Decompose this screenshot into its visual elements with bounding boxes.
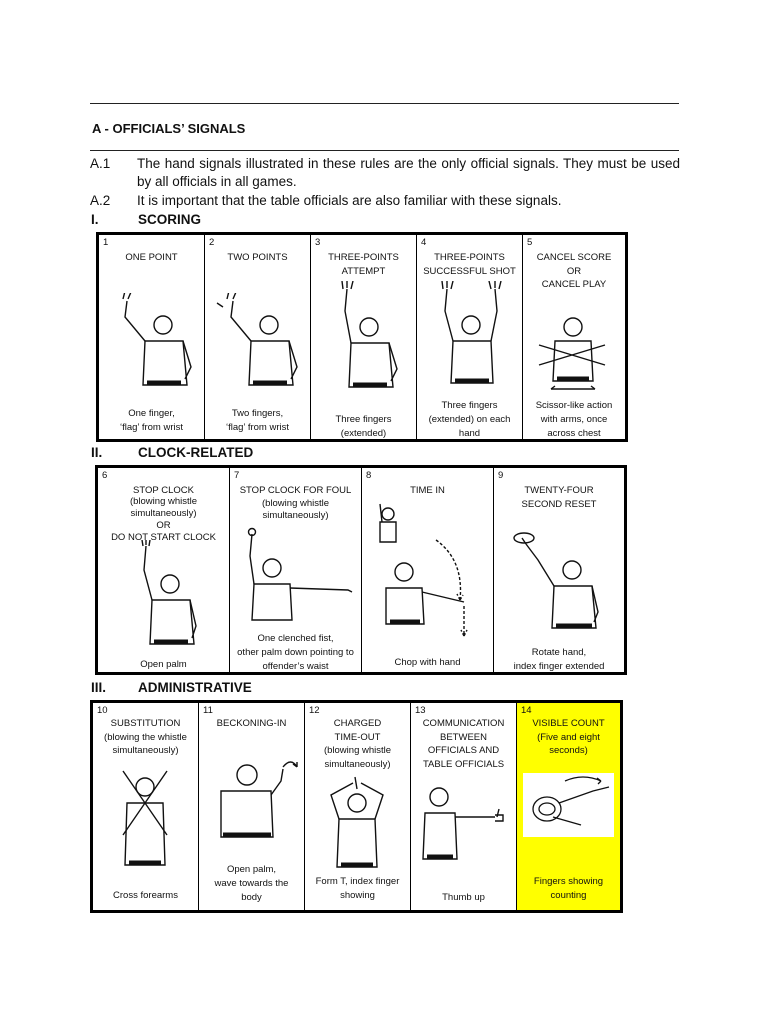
paragraph-text: It is important that the table officials are also familiar with these signals. [137, 193, 562, 208]
group-numeral: I. [91, 212, 99, 227]
cancel-score-figure [525, 315, 623, 395]
signals-panel-clock-related [95, 465, 627, 675]
signal-title: THREE-POINTS SUCCESSFUL SHOT [423, 252, 516, 277]
signal-subtitle: (blowing whistle simultaneously) OR DO NOT START CLOCK [111, 496, 216, 543]
signal-number: 4 [421, 237, 427, 248]
paragraph-number: A.2 [90, 193, 111, 208]
signal-title: VISIBLE COUNT (Five and eight seconds) [532, 718, 605, 756]
signal-card [98, 468, 230, 672]
signal-caption: Scissor-like action with arms, once across chest [535, 400, 613, 439]
signal-title: BECKONING-IN [216, 718, 287, 729]
signals-panel-administrative [90, 700, 623, 913]
signal-card [93, 703, 199, 910]
visible-count-figure [523, 773, 614, 837]
paragraph-text: The hand signals illustrated in these rules are the only official signals. They must be used by all officials in all games. [137, 156, 680, 189]
signal-caption: Fingers showing counting [533, 876, 604, 901]
paragraph-a1 [90, 155, 680, 191]
signals-panel-scoring [96, 232, 628, 442]
signal-caption: Cross forearms [113, 890, 178, 901]
signal-caption: Open palm, wave towards the body [214, 864, 289, 903]
heading-rule [90, 150, 679, 151]
signal-title: STOP CLOCK FOR FOUL [239, 485, 352, 496]
communication-figure [413, 785, 513, 875]
signal-number: 11 [203, 705, 213, 716]
group-title: SCORING [138, 212, 202, 227]
three-points-attempt-figure [313, 281, 413, 401]
signal-card [417, 235, 523, 439]
signal-card [230, 468, 362, 672]
one-point-figure [101, 293, 201, 403]
signal-title: TWENTY-FOUR SECOND RESET [521, 485, 597, 510]
group-title: ADMINISTRATIVE [138, 680, 252, 695]
signal-title: COMMUNICATION BETWEEN OFFICIALS AND TABLE OFFICIALS [422, 718, 505, 770]
signal-number: 13 [415, 705, 426, 716]
signal-card [311, 235, 417, 439]
signal-number: 5 [527, 237, 533, 248]
signal-number: 6 [102, 470, 108, 481]
signal-title: CHARGED TIME-OUT (blowing whistle simultaneously) [323, 718, 392, 770]
group-numeral: III. [91, 680, 107, 695]
signal-caption: One clenched fist, other palm down pointing to offender’s waist [237, 633, 354, 672]
signal-card [494, 468, 624, 672]
signal-card [362, 468, 494, 672]
signal-caption: Open palm [140, 659, 187, 670]
time-in-figure [364, 500, 490, 650]
signal-title: TWO POINTS [227, 252, 288, 263]
signal-caption: Chop with hand [394, 657, 461, 668]
paragraph-number: A.1 [90, 156, 111, 171]
group-heading-clock-related [91, 445, 253, 460]
signal-caption: One finger, ‘flag’ from wrist [120, 408, 183, 433]
group-numeral: II. [91, 445, 103, 460]
signal-number: 10 [97, 705, 108, 716]
signal-caption: Two fingers, ‘flag’ from wrist [226, 408, 289, 433]
signal-title: SUBSTITUTION (blowing the whistle simultaneously) [104, 718, 187, 756]
signal-card [205, 235, 311, 439]
signal-number: 12 [309, 705, 320, 716]
signal-caption: Form T, index finger showing [315, 876, 400, 901]
charged-timeout-figure [307, 775, 407, 875]
signal-title: CANCEL SCORE OR CANCEL PLAY [536, 252, 612, 290]
signal-number: 2 [209, 237, 215, 248]
signal-card [411, 703, 517, 910]
stop-clock-foul-figure [232, 524, 358, 624]
substitution-figure [95, 765, 195, 875]
group-title: CLOCK-RELATED [138, 445, 254, 460]
signal-subtitle: (blowing whistle simultaneously) [261, 498, 330, 521]
signal-card-highlighted [517, 703, 620, 910]
signal-caption: Thumb up [442, 892, 485, 903]
stop-clock-figure [114, 540, 214, 654]
signal-caption: Three fingers (extended) [335, 414, 392, 439]
top-rule [90, 103, 679, 104]
three-points-successful-figure [419, 281, 519, 393]
signal-number: 7 [234, 470, 240, 481]
signal-title: THREE-POINTS ATTEMPT [328, 252, 399, 277]
signal-caption: Three fingers (extended) on each hand [428, 400, 511, 439]
signal-card [305, 703, 411, 910]
signal-card [523, 235, 625, 439]
signal-title: TIME IN [410, 485, 445, 496]
signal-number: 1 [103, 237, 109, 248]
signal-number: 9 [498, 470, 504, 481]
paragraph-a2 [90, 192, 680, 210]
signal-number: 8 [366, 470, 372, 481]
signal-caption: Rotate hand, index finger extended [513, 647, 605, 672]
group-heading-administrative [91, 680, 252, 695]
visible-count-image-box [523, 773, 614, 837]
signal-title: ONE POINT [125, 252, 178, 263]
beckoning-in-figure [201, 751, 301, 851]
section-title: A - OFFICIALS’ SIGNALS [92, 121, 246, 136]
twenty-four-reset-figure [498, 524, 618, 634]
signal-card [199, 703, 305, 910]
signal-title: STOP CLOCK [133, 485, 194, 496]
two-points-figure [207, 293, 307, 403]
group-heading-scoring [91, 212, 201, 227]
signal-number: 3 [315, 237, 321, 248]
signal-number: 14 [521, 705, 532, 716]
signal-card [99, 235, 205, 439]
